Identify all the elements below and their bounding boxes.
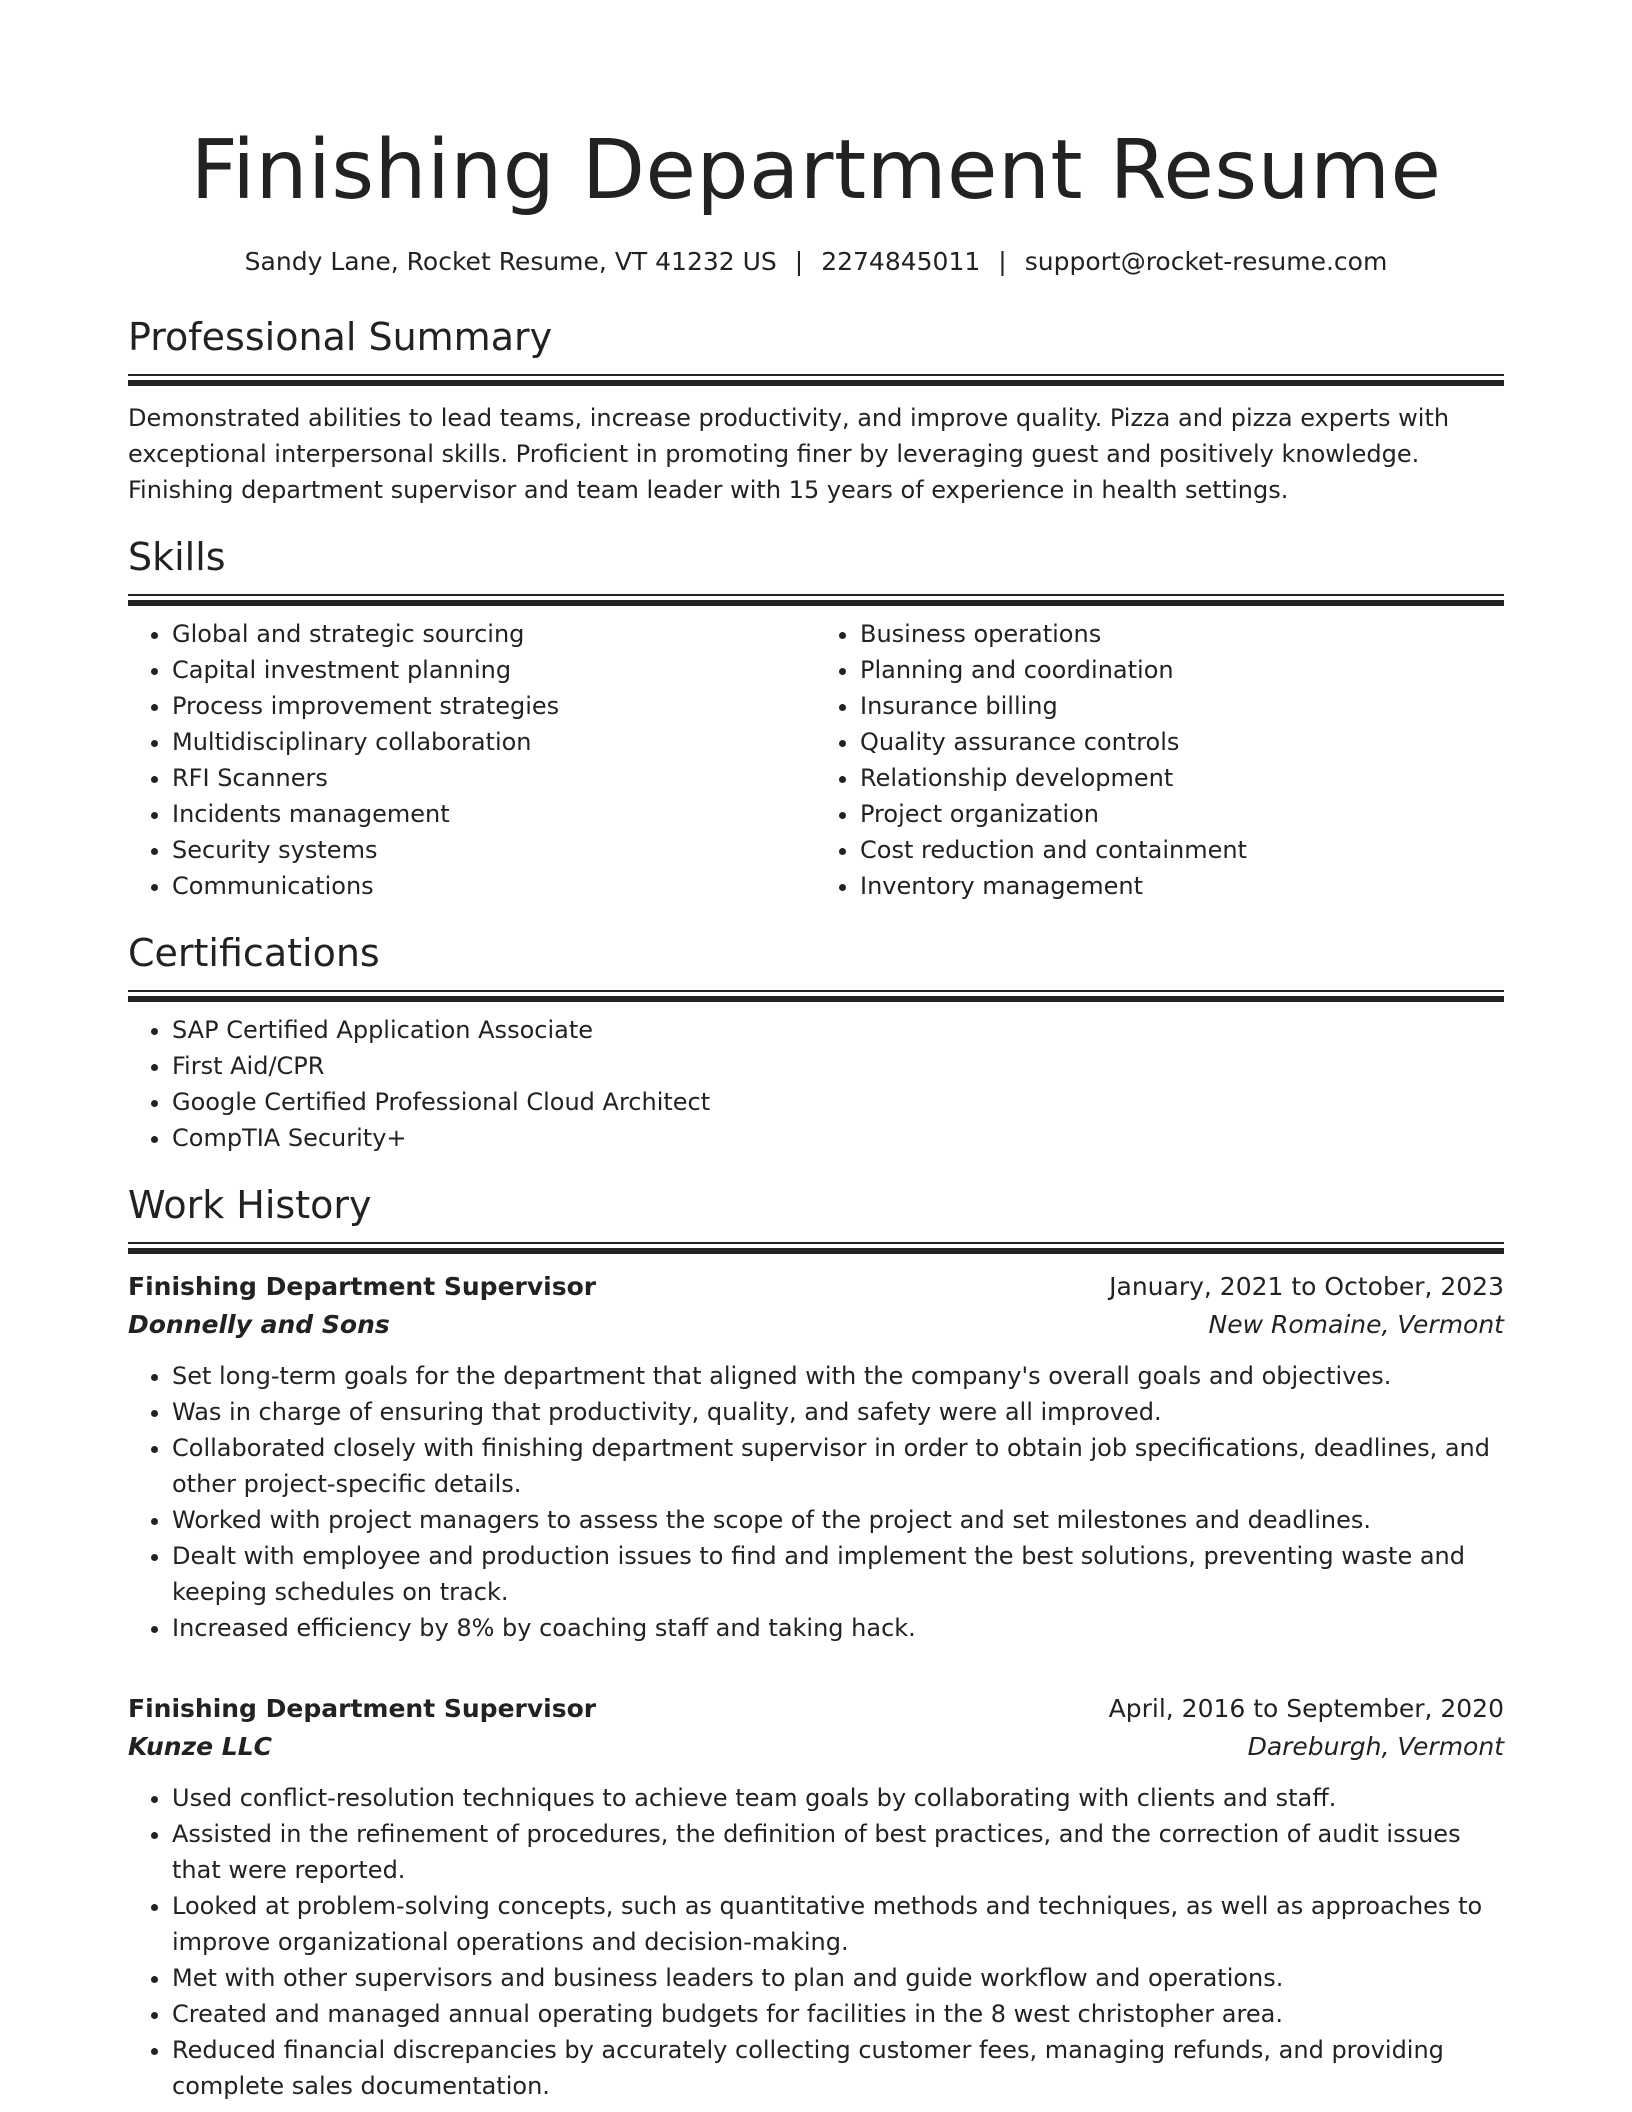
skill-item: • Process improvement strategies	[172, 688, 816, 724]
certification-item: • Google Certified Professional Cloud Architect	[172, 1084, 1504, 1120]
summary-section	[128, 314, 1504, 508]
contact-separator: |	[794, 247, 804, 276]
skill-item: • Security systems	[172, 832, 816, 868]
job-dates: January, 2021 to October, 2023	[1109, 1272, 1504, 1301]
skill-item: • Business operations	[860, 616, 1504, 652]
job-bullets	[128, 1780, 1504, 2104]
job-bullet: • Dealt with employee and production issues to find and implement the best solutions, preventing waste and keeping schedules on track.	[172, 1538, 1504, 1610]
certifications-section	[128, 930, 1504, 1156]
job-bullet: • Worked with project managers to assess the scope of the project and set milestones and deadlines.	[172, 1502, 1504, 1538]
skill-item: • Project organization	[860, 796, 1504, 832]
skill-item: • Communications	[172, 868, 816, 904]
skill-item: • RFI Scanners	[172, 760, 816, 796]
job-bullets	[128, 1358, 1504, 1646]
section-divider	[128, 1242, 1504, 1254]
skills-grid	[128, 606, 1504, 904]
section-divider	[128, 594, 1504, 606]
skill-item: • Relationship development	[860, 760, 1504, 796]
contact-phone: 2274845011	[821, 247, 981, 276]
certifications-list	[128, 1012, 1504, 1156]
job-header-row	[128, 1690, 1504, 1728]
job-company: Kunze LLC	[128, 1732, 273, 1761]
job-bullet: • Set long-term goals for the department that aligned with the company's overall goals and objectives.	[172, 1358, 1504, 1394]
skill-item: • Planning and coordination	[860, 652, 1504, 688]
skills-section	[128, 534, 1504, 904]
job-entry	[128, 1268, 1504, 1646]
certifications-heading: Certifications	[128, 931, 380, 975]
certification-item: • CompTIA Security+	[172, 1120, 1504, 1156]
skill-item: • Incidents management	[172, 796, 816, 832]
summary-heading: Professional Summary	[128, 315, 553, 359]
certification-item: • SAP Certified Application Associate	[172, 1012, 1504, 1048]
job-bullet: • Created and managed annual operating budgets for facilities in the 8 west christopher area.	[172, 1996, 1504, 2032]
job-company: Donnelly and Sons	[128, 1310, 390, 1339]
job-location: Dareburgh, Vermont	[1247, 1732, 1504, 1761]
work-history-section	[128, 1182, 1504, 2104]
skill-item: • Inventory management	[860, 868, 1504, 904]
skill-item: • Multidisciplinary collaboration	[172, 724, 816, 760]
section-divider	[128, 990, 1504, 1002]
job-bullet: • Increased efficiency by 8% by coaching staff and taking hack.	[172, 1610, 1504, 1646]
contact-line	[128, 244, 1504, 280]
job-bullet: • Assisted in the refinement of procedures, the definition of best practices, and the correction of audit issues that were reported.	[172, 1816, 1504, 1888]
skill-item: • Global and strategic sourcing	[172, 616, 816, 652]
job-bullet: • Used conflict-resolution techniques to achieve team goals by collaborating with clients and staff.	[172, 1780, 1504, 1816]
work-history-heading: Work History	[128, 1183, 372, 1227]
section-divider	[128, 374, 1504, 386]
job-title: Finishing Department Supervisor	[128, 1694, 597, 1723]
skill-item: • Insurance billing	[860, 688, 1504, 724]
job-header-row	[128, 1268, 1504, 1306]
certification-item: • First Aid/CPR	[172, 1048, 1504, 1084]
job-title: Finishing Department Supervisor	[128, 1272, 597, 1301]
job-entry	[128, 1690, 1504, 2104]
contact-address: Sandy Lane, Rocket Resume, VT 41232 US	[244, 247, 777, 276]
skill-item: • Capital investment planning	[172, 652, 816, 688]
skills-list-right	[816, 616, 1504, 904]
job-bullet: • Met with other supervisors and business leaders to plan and guide workflow and operations.	[172, 1960, 1504, 1996]
job-dates: April, 2016 to September, 2020	[1108, 1694, 1504, 1723]
job-bullet: • Reduced financial discrepancies by accurately collecting customer fees, managing refunds, and providing complete sales documentation.	[172, 2032, 1504, 2104]
job-bullet: • Was in charge of ensuring that productivity, quality, and safety were all improved.	[172, 1394, 1504, 1430]
skills-list-left	[128, 616, 816, 904]
job-bullet: • Collaborated closely with finishing department supervisor in order to obtain job specifications, deadlines, and other project-specific details.	[172, 1430, 1504, 1502]
job-company-row	[128, 1306, 1504, 1344]
summary-text: Demonstrated abilities to lead teams, increase productivity, and improve quality. Pizza and pizza experts with exceptional interpersonal skills. Proficient in promoting finer by leveraging guest and positively knowledge. Finishing department supervisor and team leader with 15 years of experience in health settings.	[128, 404, 1450, 504]
job-location: New Romaine, Vermont	[1208, 1310, 1504, 1339]
contact-separator: |	[998, 247, 1007, 276]
skills-heading: Skills	[128, 535, 226, 579]
job-bullet: • Looked at problem-solving concepts, such as quantitative methods and techniques, as well as approaches to improve organizational operations and decision-making.	[172, 1888, 1504, 1960]
page-title: Finishing Department Resume	[190, 123, 1442, 218]
skill-item: • Quality assurance controls	[860, 724, 1504, 760]
job-company-row	[128, 1728, 1504, 1766]
contact-email: support@rocket-resume.com	[1024, 247, 1388, 276]
skill-item: • Cost reduction and containment	[860, 832, 1504, 868]
